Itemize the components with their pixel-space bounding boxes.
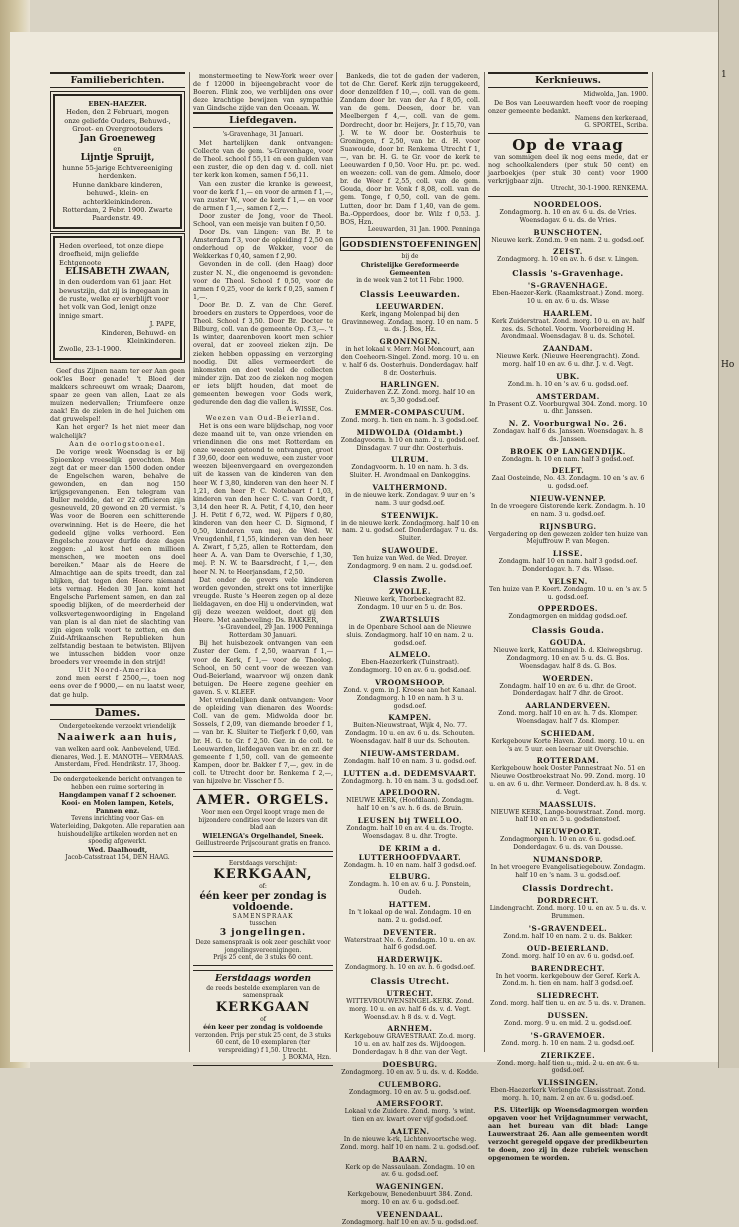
congregation-name: CULEMBORG.	[378, 1079, 442, 1089]
congregation-name: LEUSEN bij TWELLOO.	[357, 816, 463, 826]
congregation-name: ZAANDAM.	[542, 344, 594, 354]
service-times: Lindengracht. Zond. morg. 10 u. en av. 5 u. ds. v. Brummen.	[489, 905, 647, 921]
service-times: Kerkgebouw GRAVESTRAAT. Zo.d. morg. 10 u. en av. half zes ds. Wijdoogen. Donderdagav. h 8 dhr. van der Vegt.	[344, 1033, 476, 1056]
service-times: WITTEVROUWENSINGEL-KERK. Zond. morg. 10 u. en av. half 6 ds. v. d. Vegt. Woensd.av. h 8 ds. v. d. Vegt.	[346, 998, 474, 1021]
classis-heading: Classis Dordrecht.	[522, 883, 614, 894]
congregation-name: MAASSLUIS.	[539, 799, 597, 809]
congregation-name: DEVENTER.	[382, 927, 438, 937]
congregation-name: EMMER-COMPASCUUM.	[354, 407, 466, 417]
service-times: Kerkgebouw Korte Haven. Zond. morg. 10 u. en 's av. 5 uur. een leeraar uit Overschie.	[491, 737, 645, 753]
congregation-name: OUD-BEIERLAND.	[526, 943, 610, 953]
congregation-name: VELSEN.	[548, 576, 588, 586]
congregation-name: ZEIST.	[553, 247, 583, 257]
congregation-name: HARLINGEN.	[380, 380, 440, 390]
service-times: Waterstraat No. 6. Zondagm. 10 u. en av. half 6 godsd.oef.	[344, 936, 476, 952]
service-times: In het voorm. kerkgebouw der Geref. Kerk A. Zond.m. h. tien en nam. half 3 godsd.oef.	[495, 972, 641, 988]
congregation-name: NIEUW-AMSTERDAM.	[360, 748, 460, 758]
service-times: Zondagm. h. 10 en nam. half 3 godsd.oef.	[343, 861, 477, 869]
death-notice: Heden overleed, tot onze diepe droefheid, mijn geliefde Echtgenoote ELISABETH ZWAAN, in den ouderdom van 61 jaar. Het bewustzijn, dat zij is ingegaan in de ruste, welke er overblijft voor het volk van God, lenigt onze innige smart. J. PAPE, Kinderen, Behuwd- en Kleinkinderen. Zwolle, 23-1-1900.	[53, 236, 182, 360]
ladies-heading: Dames.	[50, 704, 185, 720]
congregation-name: AMERSFOORT.	[376, 1099, 444, 1109]
service-times: Eben-Haezerkerk Verlengde Classisstraat. Zond. morg. h. 10, nam. 2 en av. 6 u. godsd.oef.	[490, 1087, 646, 1102]
congregation-name: UBK.	[556, 371, 580, 381]
congregation-name: BAARN.	[392, 1154, 428, 1164]
kerkgaan-advert: Eerstdaags verschijnt: KERKGAAN, of: één keer per zondag is voldoende. SAMENSPRAAK tusschen 3 jongelingen. Deze samenspraak is ook zeer geschikt voor jongelingsvereenigingen. Prijs 25 cent, de 3 stuks 60 cent.	[193, 856, 333, 966]
family-notices-heading: Familieberichten.	[50, 72, 185, 88]
service-times: Zondagmorg. h. 10 en nam. 3 u. godsd.oef.	[341, 777, 479, 785]
congregation-name: OPPERDOES.	[538, 604, 598, 614]
service-times: Nieuwe kerk, Kattensingel b. d. Kleiwegsbrug. Zondagmorg. 10 en av. 5 u. ds. G. Bos. Woensdagav. half 8 ds. G. Bos.	[493, 647, 643, 670]
service-times: Zondagav. half 6 ds. Janssen. Woensdagav. h. 8 ds. Janssen.	[493, 428, 643, 443]
congregation-name: HATTEM.	[388, 900, 432, 910]
congregation-name: LEEUWARDEN.	[375, 301, 445, 311]
service-times: Eben-Haezerkerk (Tuinstraat). Zondagmorg. 10 en av. 6 u. godsd.oef.	[348, 659, 472, 675]
church-news-heading: Kerknieuws.	[488, 72, 648, 88]
poem-text: Geef dus Zijnen naam ter eer Aan geen ook'les Boer genade! 't Bloed der makkers schreeuwt om wraak; Daarom, spaar ze geen van allen, Laat ze als muizen nedervallen; Triumfeere onze zaak! En de zielen in de hel Juichen om dat gruwelspel! Kan het erger? Is het niet meer dan walchelijk? Aan de oorlogstooneel. De vorige week Woensdag is er bij Spioenkop vreeselijk gevochten. Men zegt dat er meer dan 1500 doden onder de Engelschen waren, behalve de gewonden, en dan nog 150 krijgsgevangenen. Een telegram van Buller meldde, dat er 22 officieren zijn gesneuveld, 20 gewond en 20 vermist. 's Was voor de Boeren een schitterende overwinning. Het is de Heere, die het gedeeld gijne volks verhoord. Een Engelsche zouaver durfde deze dagen zeggen: „al kost het een millioen menschen, we moeten ons doel bereiken.” Maar als de Heere de Almachtige aan de spits treedt, dan zal blijken, dat tegen den Heere niemand iets vermag. Heden 30 Jan. komt het Engelsche Parlement samen, en dan zal spoedig blijken, of de meerderheid der volksvertegenwoordiging in Engeland van plan is al dan niet de slachting van zijn eigen volk voort te zetten, en den Zuid-Afrikaanschen Republieken hun zelfstandig bestaan te betwisten. Blijven we intusschen bidden voor onze broeders ver vreemde in den strijd! Uit Noord-Amerika zond men eerst f 2500,—, toen nog eens over de f 9000,— en nu laatst weer, dat ge hulp.	[50, 366, 185, 699]
congregation-name: AARLANDERVEEN.	[525, 701, 611, 711]
service-times: Zond. morg. half 10 en av. h. 7 ds. Klomper. Woensdagav. half 7 ds. Klomper.	[498, 710, 638, 726]
congregation-name: GRONINGEN.	[379, 337, 441, 347]
service-times: In Prasent O.Z. Voorburgwal 304. Zond. morg. 10 u. dhr. Janssen.	[488, 400, 648, 416]
service-times: Zondagmorg. h. 10 en av. h. 6 dsr. v. Lingen.	[497, 256, 639, 264]
congregation-name: DELFT.	[551, 466, 585, 476]
service-times: Zondagm. h. 10 en av. 6 u. J. Ponstein, Oudeh.	[349, 881, 471, 897]
service-times: Zaal Oosteinde, No. 43. Zondagm. 10 en 's av. 6 u. godsd.oef.	[491, 475, 645, 491]
column-church-services: Bankeds, die tot de gaden der vaderen, tot de Chr. Geref. Kerk zijn teruggekeerd, door denzelfden f 10,—, coll. van de gem. Zandam door br. van der Aa f 8,05, coll. van de gem. Deesen, door br. van Meelbergen f 4,—, coll. van de gem. Dordrecht, door br. Heijers, Jr. f 15,70, van J. W. te W. door br. Oosterhuis te Groningen, f 2,50, van br. d. H. voor Suawoude, door br. Renkema Utrecht f 1,—, van br. H. G. te Gr. voor de kerk te Leeuwarden f 0,50. Voor Hu. pr. pc. wed. en weezen: coll. van de gem. Almelo, door br. de Weer f 2,55, coll. van de gem. Gouda, door br. Vonk f 8,08, coll. van de gem. Tonge, f 0,50, coll. van de gem. Lutten, door br. Dam f 1,40, van de gem. Ba.-Opperdoes, door br. Wilz f 0,53. J. BOS, Hzn. Leeuwarden, 31 Jan. 1900. Penninga GODSDIENSTOEFENINGEN bij de Christelijke Gereformeerde Gemeenten in de week van 2 tot 11 Febr. 1900. Classis Leeuwarden. LEEUWARDEN. Kerk, ingang Molenpad bij den Gravinneweg. Zondag. morg. 10 en nam. 5 u. ds. J. Bos, Hz. GRONINGEN. in het lokaal v. Merr. Mol Moncourt, aan den Coeheorn-Singel. Zond. morg. 10 u. en v. half 6 ds. Oosterhuis. Donderdagav. half 8 dr. Oosterhuis. HARLINGEN. Zuiderhaven Z.Z. Zond. morg. half 10 en av. 5,30 godsd.oef. EMMER-COMPASCUUM. Zond. morg. h. tien en nam. h. 3 godsd.oef. MIDWOLDA (Oldambt.) Zondagvoorm. h 10 en nam. 2 u. godsd.oef. Dinsdagav. 7 uur dhr. Oosterhuis. ULRUM. Zondagvoorm. h. 10 en nam. h. 3 ds. Sluiter. H. Avondmaal en Dankoggins. VALTHERMOND. in de nieuwe kerk. Zondagav. 9 uur en 's nam. 3 uur godsd.oef. STEENWIJK. in de nieuwe kerk. Zondagmorg. half 10 en nam. 2 u. godsd.oef. Donderdagav. 7 u. ds. Sluiter. SUAWOUDE. Ten huize van Wed. de Wed. Dreyer. Zondagmorg. 9 en nam. 2 u. godsd.oef. Classis Zwolle. ZWOLLE. Nieuwe kerk, Thorbeckegracht 82. Zondagm. 10 uur en 5 u. dr. Bos. ZWARTSLUIS in de Openbare School aan de Nieuwe sluis. Zondagmorg. half 10 en nam. 2 u. godsd.oef. ALMELO. Eben-Haezerkerk (Tuinstraat). Zondagmorg. 10 en av. 6 u. godsd.oef. VROOMSHOOP. Zond. v. gem. in J. Kroese aan het Kanaal. Zondagmorg. h 10 en nam. h 3 u. godsd.oef. KAMPEN. Buiten-Nieuwstraat, Wijk 4, No. 77. Zondagm. 10 u. en av. 6 u. ds. Schouten. Woensdagav. half 8 uur ds. Schouten. NIEUW-AMSTERDAM. Zondagm. half 10 en nam. 3 u. godsd.oef. LUTTEN a.d. DEDEMSVAART. Zondagmorg. h. 10 en nam. 3 u. godsd.oef. APELDOORN. NIEUWE KERK, (Hoofdlaan). Zondagm. half 10 en 's av. h. 6 ds. de Bruin. LEUSEN bij TWELLOO. Zondagm. half 10 en av. 4 u. ds. Trogte. Woensdagav. 8 u. dhr. Trogte. DE KRIM a d. LUTTERHOOFDVAART. Zondagm. h. 10 en nam. half 3 godsd.oef. ELBURG. Zondagm. h. 10 en av. 6 u. J. Ponstein, Oudeh. HATTEM. In 't lokaal op de wal. Zondagm. 10 en nam. 2 u. godsd.oef. DEVENTER. Waterstraat No. 6. Zondagm. 10 u. en av. half 6 godsd.oef. HARDERWIJK. Zondagmorg. h. 10 en av. h. 6 godsd.oef. Classis Utrecht. UTRECHT. WITTEVROUWENSINGEL-KERK. Zond. morg. 10 u. en av. half 6 ds. v. d. Vegt. Woensd.av. h 8 ds. v. d. Vegt. ARNHEM. Kerkgebouw GRAVESTRAAT. Zo.d. morg. 10 u. en av. half zes ds. Wijdoogen. Donderdagav. h 8 dhr. van der Vegt. DOESBURG. Zondagmorg. 10 en av. 5 u. ds. v. d. Kodde. CULEMBORG. Zondagmorg. 10 en av. 5 u. godsd.oef. AMERSFOORT. Lokaal v.de Zuidere. Zond. morg. 's wint. tien en av. kwart over vijf godsd.oef. AALTEN. In de nieuwe k-rk, Lichtenvoortsche weg. Zond. morg. half 10 en nam. 2 u. godsd.oef. BAARN. Kerk op de Nassaulaan. Zondagm. 10 en av. 6 u. godsd.oef. WAGENINGEN. Kerkgebouw, Benedenbuurt 384. Zond. morg. 10 en av. 6 u. godsd.oef. VEENENDAAL. Zondagmorg. half 10 en av. 5 u. godsd.oef.	[340, 72, 480, 1226]
congregation-name: BUNSCHOTEN.	[533, 227, 603, 237]
congregation-name: ARNHEM.	[387, 1024, 433, 1034]
service-times: Zondagm. half 10 en nam. 3 u. godsd.oef.	[343, 757, 477, 765]
congregation-name: ZWARTSLUIS	[379, 615, 441, 625]
service-times: Zond. morg. h. 10 en nam. 2 u. godsd.oef.	[501, 1039, 635, 1047]
column-family-notices: Familieberichten. EBEN-HAEZER. Heden, den 2 Februari, mogen onze geliefde Ouders, Behuwd-, Groot- en Overgrootouders Jan Groeneweg en Lijntje Spruijt, hunne 55-jarige Echtvereeniging herdenken. Hunne dankbare kinderen, behuwd-, klein- en achterkleinkinderen. Rotterdam, 2 Febr. 1900. Zwarte Paardenstr. 49. Heden overleed, tot onze diepe droefheid, mijn geliefde Echtgenoote ELISABETH ZWAAN, in den ouderdom van 61 jaar. Het bewustzijn, dat zij is ingegaan in de ruste, welke er overblijft voor het volk van God, lenigt onze innige smart. J. PAPE, Kinderen, Behuwd- en Kleinkinderen. Zwolle, 23-1-1900. Geef dus Zijnen naam ter eer Aan geen ook'les Boer genade! 't Bloed der makkers schreeuwt om wraak; Daarom, spaar ze geen van allen, Laat ze als muizen nedervallen; Triumfeere onze zaak! En de zielen in de hel Juichen om dat gruwelspel! Kan het erger? Is het niet meer dan walchelijk? Aan de oorlogstooneel. De vorige week Woensdag is er bij Spioenkop vreeselijk gevochten. Men zegt dat er meer dan 1500 doden onder de Engelschen waren, behalve de gewonden, en dan nog 150 krijgsgevangenen. Een telegram van Buller meldde, dat er 22 officieren zijn gesneuveld, 20 gewond en 20 vermist. 's Was voor de Boeren een schitterende overwinning. Het is de Heere, die het gedeeld gijne volks verhoord. Een Engelsche zouaver durfde deze dagen zeggen: „al kost het een millioen menschen, we moeten ons doel bereiken.” Maar als de Heere de Almachtige aan de spits treedt, dan zal blijken, dat tegen den Heere niemand iets vermag. Heden 30 Jan. komt het Engelsche Parlement samen, en dan zal spoedig blijken, of de meerderheid der volksvertegenwoordiging in Engeland van plan is al dan niet de slachting van zijn eigen volk voort te zetten, en den Zuid-Afrikaanschen Republieken hun zelfstandig bestaan te betwisten. Blijven we intusschen bidden voor onze broeders ver vreemde in den strijd! Uit Noord-Amerika zond men eerst f 2500,—, toen nog eens over de f 9000,— en nu laatst weer, dat ge hulp. Dames. Ondergeteekende verzoekt vriendelijk Naaiwerk aan huis, van welken aard ook. Aanbevelend, UEd. dienares, Wed. J. E. MANOTH— VERMAAS. Amsterdam, Fred. Hendrikstr. 17, 3hoog. De ondergeteekende bericht ontvangen te hebben een ruime sortering in Hangdampen vanaf f 2 schoener. Kooi- en Molen lampen, Ketels, Pannen enz. Tevens inrichting voor Gas- en Waterleiding, Dakgoten. Alle reparatien aan huishoudelijke artikelen worden net en spoedig afgewerkt. Wed. Daalhoudt, Jacob-Catsstraat 154, DEN HAAG.	[50, 72, 185, 1052]
classis-heading: Classis Zwolle.	[373, 574, 447, 585]
service-times: NIEUWE KERK, (Hoofdlaan). Zondagm. half 10 en 's av. h. 6 ds. de Bruin.	[346, 797, 474, 813]
congregation-name: NOORDELOOS.	[533, 199, 603, 209]
congregation-name: ZIERIKZEE.	[540, 1050, 596, 1060]
service-times: Zondagm. half 10 en av. 4 u. ds. Trogte. Woensdagav. 8 u. dhr. Trogte.	[346, 825, 474, 840]
congregation-name: ZWOLLE.	[389, 587, 431, 597]
service-times: Ten huize van Wed. de Wed. Dreyer. Zondagmorg. 9 en nam. 2 u. godsd.oef.	[347, 554, 473, 570]
congregation-name: LISSE.	[552, 549, 584, 559]
service-times: Zond. morg. half tien u., mid. 2 u. en av. 6 u. godsd.oef.	[496, 1059, 640, 1075]
service-times: Zondagvoorm. h 10 en nam. 2 u. godsd.oef. Dinsdagav. 7 uur dhr. Oosterhuis.	[340, 436, 480, 452]
congregation-name: RIJNSBURG.	[539, 521, 597, 531]
congregation-name: VLISSINGEN.	[537, 1078, 599, 1088]
services-heading: GODSDIENSTOEFENINGEN	[340, 237, 480, 251]
congregation-name: WAGENINGEN.	[375, 1182, 445, 1192]
congregation-name: APELDOORN.	[379, 788, 441, 798]
service-times: Kerkgebouw, Benedenbuurt 384. Zond. morg. 10 en av. 6 u. godsd.oef.	[347, 1191, 473, 1206]
congregation-name: VROOMSHOOP.	[375, 678, 445, 688]
congregation-name: AMSTERDAM.	[536, 391, 600, 401]
service-times: Zondagmorgen h. 10 en av. 6 u. godsd.oef. Donderdagav. 6 u. ds. van Dousse.	[500, 836, 636, 851]
congregation-name: WOERDEN.	[542, 673, 594, 683]
service-times: Zondagm. h. 10 en nam. half 3 godsd.oef.	[501, 455, 635, 463]
congregation-name: BROEK OP LANGENDIJK.	[510, 446, 626, 456]
column-charity: monstermeeting te New-York weer over de f 12000 in bijeengebracht voor de Boeren. Flink zoo, we verblijden ons over deze krachtige bewijzen van sympathie van Gindsche zijde van den Oceaan. W. Liefdegaven. 's-Gravenhage, 31 Januari. Met hartelijken dank ontvangen: Collecte van de gem. 's-Gravenhage, voor de Theol. school f 55,11 en een gulden van een zuster, die op den dag v. d. coll. niet ter kerk kon komen, samen f 56,11. Van een zuster die kranke is geweest, voor de kerk f 1,— en voor de armen f 1,—, van zuster W., voor de kerk f 1,— en voor de armen f 1,—, samen f 2,—. Door zuster de Jong, voor de Theol. School, van een meisje van buiten f 0,50. Door Ds. van Lingen: van Br. P. te Amsterdam f 3, voor de opleiding f 2,50 en onderhoud op de Wekker, voor de Wekkerkas f 0,40, samen f 2,90. Gevonden in de coll. (den Haag) door zuster N. N., die ongenoemd is gevonden: voor de Theol. School f 0,50, voor de armen f 0,25, voor de kerk f 0,25, samen f 1,—. Door Br. D. Z. van de Chr. Geref. broeders en zusters te Opperdoes, voor de Theol. School f 3,50. Door Br. Docter te Bilburg, coll. van de gemeente Op. f 3,—. 't Is winter, daarenboven koort men schier overal, dat er zooveel zieken zijn. De zieken hebben oppassing en verzorging noodig. Dit alles vermeerdert de inkomsten en doet veelal de collecten minder zijn. Dat zoo de zieken nog mogen er iets blijft houden, dat moet de gemeenten bewegen voor Gods werk, gedurende den dag die vallen is. A. WISSE, Cos. Weezen van Oud-Beierland. Het is ons een ware blijdschap, nog voor deze maand uit te, van onze vrienden en vriendinnen die ons met Rotterdam en onze weezen getoond te ontvangen, groot f 39,60, door een weduwe, een zuster voor weezen bijeenvergaard en overgezonden uit de kassen van de kinderen van den heer W. f 3,80, kinderen van den heer N. f 1,21, den heer P. C. Notebaart f 1,03, kinderen van den heer C. C. van Oordt, f 3,14 den heer R. A. Petit, f 4,10, den heer J. H. Petit f 6,72, wed. W. Pijpers f 0,80, kinderen van den heer C. D. Sigmond, f 0,50, kinderen van mej. de Wed. W. Vreugdenhil, f 1,55, kinderen van den heer A. Zwart, f 5,25, allen te Rotterdam, den heer A. A. van Dam te Overschie, f 1,30, mej. P. N. W. te Baarsdrecht, f 1,—, den heer N. N. te Heerjansdam, f 2,50. Dat onder de gevers vele kinderen worden gevonden, strekt ons tot innerlijke vreugde. Ruste 's Heeren zegen op al deze lieldagaven, en doe Hij u ondervinden, wat gij deze weezen weldoet, doet gij den Heere. Met aanbeveling: Ds. BAKKER, 's-Gravendeel, 29 Jan. 1900 Penninga Rotterdam 30 Januari. Bij het huisbezoek ontvangen van een Zuster der Gem. f 2,50, waarvan f 1,— voor de Kerk, f 1,— voor de Theolog. School, en 50 cent voor de weezen van Oud-Beierland, waarvoor wij onzen dank betuigen. De Heere zegene geehier en gaven. S. v. KLEEF. Met vriendelijken dank ontvangen: Voor de opleiding van dienaren des Woords: Coll. van de gem. Midwolda door br. Sossels, f 2,09, van diemande broeder f 1,— van br. K. Sluiter te Tiefjerk f 0,60, van br. H. G. te Gr. f 2,50. Ger. in de coll. te Leeuwarden, liefdegaven van br. en zr. der gemeente f 1,50, coll. van de gemeente Kampen, door br. Bakker f 7,—, gev. in de coll. te Utrecht door br. Renkema f 2,—, van hijzelve br. Visscher f 5. AMER. ORGELS. Voor men een Orgel koopt vrage men de bijzondere condities voor de lezers van dit blad aan WIELENGA's Orgelhandel, Sneek. Geillustreerde Prijscourant gratis en franco. Eerstdaags verschijnt: KERKGAAN, of: één keer per zondag is voldoende. SAMENSPRAAK tusschen 3 jongelingen. Deze samenspraak is ook zeer geschikt voor jongelingsvereenigingen. Prijs 25 cent, de 3 stuks 60 cent. Eerstdaags worden de reeds bestelde exemplaren van de samenspraak KERKGAAN of één keer per zondag is voldoende verzonden. Prijs per stuk 25 cent, de 3 stuks 60 cent, de 10 exemplaren (ter verspreiding) f 1,50. Utrecht. J. BOKMA, Hzn.	[193, 72, 333, 1052]
congregation-name: DOESBURG.	[382, 1059, 438, 1069]
organ-advert: AMER. ORGELS. Voor men een Orgel koopt vrage men de bijzondere condities voor de lezers van dit blad aan WIELENGA's Orgelhandel, Sneek. Geillustreerde Prijscourant gratis en franco.	[193, 789, 333, 851]
congregation-name: DORDRECHT.	[537, 896, 599, 906]
congregation-name: ELBURG.	[389, 872, 431, 882]
service-times: In de nieuwe k-rk, Lichtenvoortsche weg. Zond. morg. half 10 en nam. 2 u. godsd.oef.	[340, 1135, 480, 1151]
column-church-news: Kerknieuws. Midwolda, Jan. 1900. De Bos van Leeuwarden heeft voor de roeping onzer gemeente bedankt. Namens den kerkeraad, G. SPORTEL, Scriba. Op de vraag van sommigen deel ik nog eens mede, dat er nog schoolkalenders (per stuk 50 cent) en jaarboekjes (per stuk 30 cent) voor 1900 verkrijgbaar zijn. Utrecht, 30-1-1900. RENKEMA. NOORDELOOS. Zondagmorg. h. 10 en av. 6 u. ds. de Vries. Woensdagav. 6 u. ds. de Vries. BUNSCHOTEN. Nieuwe kerk. Zond.m. 9 en nam. 2 u. godsd.oef. ZEIST. Zondagmorg. h. 10 en av. h. 6 dsr. v. Lingen. Classis 's-Gravenhage. 'S-GRAVENHAGE. Eben-Haezer-Kerk. (Raamkstraat.) Zond. morg. 10 u. en av. 6 u. ds. Wisse HAARLEM. Kerk Zuiderstraat. Zond. morg. 10 u. en av. half zes. ds. Schotel. Voorm. Voorbereiding H. Avondmaal. Woensdagav. 8 u. ds. Schotel. ZAANDAM. Nieuwe Kerk. (Nieuwe Heerengracht). Zond. morg. half 10 en av. 6 u. dhr. J. v. d. Vegt. UBK. Zond.m. h. 10 en 's av. 6 u. godsd.oef. AMSTERDAM. In Prasent O.Z. Voorburgwal 304. Zond. morg. 10 u. dhr. Janssen. N. Z. Voorburgwal No. 26. Zondagav. half 6 ds. Janssen. Woensdagav. h. 8 ds. Janssen. BROEK OP LANGENDIJK. Zondagm. h. 10 en nam. half 3 godsd.oef. DELFT. Zaal Oosteinde, No. 43. Zondagm. 10 en 's av. 6 u. godsd.oef. NIEUW-VENNEP. In de vroegere Gistorende kerk. Zondagm. h. 10 en nam. 3 u. godsd.oef. RIJNSBURG. Vergadering op den gewezen zolder ten huize van Mejuffrouw P. van Megen. LISSE. Zondagm. half 10 en nam. half 3 godsd.oef. Donderdagav. h. 7 ds. Wisse. VELSEN. Ten huize van P. Koert. Zondagm. 10 u. en 's av. 5 u. godsd.oef. OPPERDOES. Zondagmorgen en middag godsd.oef. Classis Gouda. GOUDA. Nieuwe kerk, Kattensingel b. d. Kleiwegsbrug. Zondagmorg. 10 en av. 5 u. ds. G. Bos. Woensdagav. half 8 ds. G. Bos. WOERDEN. Zondagm. half 10 en av. 6 u. dhr. de Groot. Donderdagav. half 7 dhr. de Groot. AARLANDERVEEN. Zond. morg. half 10 en av. h. 7 ds. Klomper. Woensdagav. half 7 ds. Klomper. SCHIEDAM. Kerkgebouw Korte Haven. Zond. morg. 10 u. en 's av. 5 uur. een leeraar uit Overschie. ROTTERDAM. Kerkgebouw hoek Ooster Pannestraat No. 51 en Nieuwe Oostbroekstraat No. 99. Zond. morg. 10 u. en av. 6 u. dhr. Vermeer. Donderd.av. h. 8 ds. v. d. Vegt. MAASSLUIS. NIEUWE KERK, Lange-bouwstraat. Zond. morg. half 10 en av. 5 u. godsdienstoef. NIEUWPOORT. Zondagmorgen h. 10 en av. 6 u. godsd.oef. Donderdagav. 6 u. ds. van Dousse. NUMANSDORP. In het vroegere Evangelisatiegebouw. Zondagm. half 10 en 's nam. 3 u. godsd.oef. Classis Dordrecht. DORDRECHT. Lindengracht. Zond. morg. 10 u. en av. 5 u. ds. v. Brummen. 'S-GRAVENDEEL. Zond.m. half 10 en nam. 2 u. ds. Bakker. OUD-BEIERLAND. Zond. morg. half 10 en av. 6 u. godsd.oef. BARENDRECHT. In het voorm. kerkgebouw der Geref. Kerk A. Zond.m. h. tien en nam. half 3 godsd.oef. SLIEDRECHT. Zond. morg. half tien u. en av. 5 u. ds. v. Dranen. DUSSEN. Zond. morg. 9 u. en mid. 2 u. godsd.oef. 'S-GRAVEMOER. Zond. morg. h. 10 en nam. 2 u. godsd.oef. ZIERIKZEE. Zond. morg. half tien u., mid. 2 u. en av. 6 u. godsd.oef. VLISSINGEN. Eben-Haezerkerk Verlengde Classisstraat. Zond. morg. h. 10, nam. 2 en av. 6 u. godsd.oef. P.S. Uiterlijk op Woensdagmorgen worden opgaven voor het Vrijdagnummer verwacht, aan het bureau van dit blad: Lange Lauwerstraat 26. Aan alle gemeenten wordt verzocht geregeld opgave der predikbeurten te doen, zoo zij in deze rubriek wenschen opgenomen te worden.	[488, 72, 648, 1052]
service-times: Zondagmorg. 10 en av. 5 u. ds. v. d. Kodde.	[341, 1068, 479, 1076]
service-times: Zond. morg. 9 u. en mid. 2 u. godsd.oef.	[504, 1019, 632, 1027]
congregation-name: ALMELO.	[389, 650, 431, 660]
service-times: in de nieuwe kerk. Zondagav. 9 uur en 's nam. 3 uur godsd.oef.	[345, 491, 475, 507]
service-times: Zondagm. half 10 en av. 6 u. dhr. de Groot. Donderdagav. half 7 dhr. de Groot.	[499, 682, 637, 698]
congregation-name: SLIEDRECHT.	[536, 991, 600, 1001]
service-times: Zuiderhaven Z.Z. Zond. morg. half 10 en av. 5,30 godsd.oef.	[345, 389, 475, 405]
service-times: in het lokaal v. Merr. Mol Moncourt, aan den Coeheorn-Singel. Zond. morg. 10 u. en v. half 6 ds. Oosterhuis. Donderdagav. half 8 dr. Oosterhuis.	[341, 346, 479, 377]
column-rule	[189, 72, 190, 1052]
service-times: in de nieuwe kerk. Zondagmorg. half 10 en nam. 2 u. godsd.oef. Donderdagav. 7 u. ds. Sluiter.	[341, 519, 479, 543]
congregation-name: NIEUWPOORT.	[534, 827, 602, 837]
charity-heading: Liefdegaven.	[193, 112, 333, 128]
service-times: In de vroegere Gistorende kerk. Zondagm. h. 10 en nam. 3 u. godsd.oef.	[490, 503, 646, 518]
service-times: Zondagmorgen en middag godsd.oef.	[508, 613, 628, 621]
service-times: Zond.m. h. 10 en 's av. 6 u. godsd.oef.	[507, 380, 629, 388]
congregation-name: VALTHERMOND.	[372, 482, 448, 492]
service-times: Nieuwe Kerk. (Nieuwe Heerengracht). Zond. morg. half 10 en av. 6 u. dhr. J. v. d. Vegt.	[496, 353, 640, 368]
congregation-name: NIEUW-VENNEP.	[529, 494, 606, 504]
service-times: Zond. morg. h. tien en nam. h. 3 godsd.oef.	[341, 416, 479, 424]
congregation-name: STEENWIJK.	[381, 510, 439, 520]
service-times: Zondagmorg. half 10 en av. 5 u. godsd.oef.	[341, 1218, 479, 1226]
service-times: Zondagmorg. 10 en av. 5 u. godsd.oef.	[348, 1088, 472, 1096]
congregation-name: SUAWOUDE.	[381, 545, 439, 555]
service-times: Kerkgebouw hoek Ooster Pannestraat No. 51 en Nieuwe Oostbroekstraat No. 99. Zond. morg. 10 u. en av. 6 u. dhr. Vermeer. Donderd.av. h. 8 ds. v. d. Vegt.	[489, 765, 647, 796]
congregation-name: DE KRIM a d. LUTTERHOOFDVAART.	[358, 843, 462, 862]
marriage-notice: EBEN-HAEZER. Heden, den 2 Februari, mogen onze geliefde Ouders, Behuwd-, Groot- en Overgrootouders Jan Groeneweg en Lijntje Spruijt, hunne 55-jarige Echtvereeniging herdenken. Hunne dankbare kinderen, behuwd-, klein- en achterkleinkinderen. Rotterdam, 2 Febr. 1900. Zwarte Paardenstr. 49.	[53, 94, 182, 229]
column-rule	[336, 72, 337, 1052]
eerstdaags-advert: Eerstdaags worden de reeds bestelde exemplaren van de samenspraak KERKGAAN of één keer per zondag is voldoende verzonden. Prijs per stuk 25 cent, de 3 stuks 60 cent, de 10 exemplaren (ter verspreiding) f 1,50. Utrecht. J. BOKMA, Hzn.	[193, 970, 333, 1066]
newspaper-page	[10, 32, 726, 1226]
congregation-name: NUMANSDORP.	[533, 854, 603, 864]
classis-heading: Classis 's-Gravenhage.	[512, 268, 624, 279]
service-times: Zond. morg. half 10 en av. 6 u. godsd.oef.	[501, 952, 635, 960]
service-times: Zondagvoorm. h. 10 en nam. h. 3 ds. Sluiter. H. Avondmaal en Dankoggins.	[349, 464, 471, 480]
congregation-name: VEENENDAAL.	[376, 1209, 444, 1219]
service-times: NIEUWE KERK, Lange-bouwstraat. Zond. morg. half 10 en av. 5 u. godsdienstoef.	[490, 808, 646, 824]
service-times: Zondagmorg. h. 10 en av. 6 u. ds. de Vries. Woensdagav. 6 u. ds. de Vries.	[499, 208, 637, 224]
service-times: In het vroegere Evangelisatiegebouw. Zondagm. half 10 en 's nam. 3 u. godsd.oef.	[490, 863, 646, 879]
service-times: Kerk, ingang Molenpad bij den Gravinneweg. Zondag. morg. 10 en nam. 5 u. ds. J. Bos, Hz.	[341, 310, 479, 334]
service-times: Zond. v. gem. in J. Kroese aan het Kanaal. Zondagmorg. h 10 en nam. h 3 u. godsd.oef.	[343, 687, 477, 710]
service-times: Zondagm. half 10 en nam. half 3 godsd.oef. Donderdagav. h. 7 ds. Wisse.	[498, 558, 638, 574]
service-times: Zond. morg. half tien u. en av. 5 u. ds. v. Dranen.	[490, 1000, 646, 1008]
congregation-name: ULRUM.	[391, 455, 429, 465]
service-times: Zond.m. half 10 en nam. 2 u. ds. Bakker.	[503, 932, 633, 940]
service-times: Kerk Zuiderstraat. Zond. morg. 10 u. en av. half zes. ds. Schotel. Voorm. Voorbereiding H. Avondmaal. Woensdagav. 8 u. ds. Schotel.	[491, 317, 645, 341]
service-times: Nieuwe kerk, Thorbeckegracht 82. Zondagm. 10 uur en 5 u. dr. Bos.	[354, 596, 466, 612]
adjacent-page-edge: 1 Ho	[718, 0, 739, 1068]
service-times: Vergadering op den gewezen zolder ten huize van Mejuffrouw P. van Megen.	[488, 530, 648, 546]
congregation-name: KAMPEN.	[388, 713, 432, 723]
congregation-name: HARDERWIJK.	[376, 955, 444, 965]
service-times: Ten huize van P. Koert. Zondagm. 10 u. en 's av. 5 u. godsd.oef.	[489, 585, 647, 601]
op-de-kraag-title: Op de vraag	[512, 135, 624, 154]
congregation-name: BARENDRECHT.	[531, 963, 605, 973]
service-times: Buiten-Nieuwstraat, Wijk 4, No. 77. Zondagm. 10 u. en av. 6 u. ds. Schouten. Woensdagav. half 8 uur ds. Schouten.	[345, 722, 475, 746]
service-times: Nieuwe kerk. Zond.m. 9 en nam. 2 u. godsd.oef.	[491, 236, 645, 244]
congregation-name: LUTTEN a.d. DEDEMSVAART.	[343, 768, 477, 778]
service-times: In 't lokaal op de wal. Zondagm. 10 en nam. 2 u. godsd.oef.	[348, 909, 472, 924]
congregation-name: MIDWOLDA (Oldambt.)	[356, 427, 464, 437]
service-times: Zondagmorg. h. 10 en av. h. 6 godsd.oef.	[344, 964, 476, 972]
congregation-name: DUSSEN.	[547, 1010, 589, 1020]
service-times: in de Openbare School aan de Nieuwe sluis. Zondagmorg. half 10 en nam. 2 u. godsd.oef.	[346, 624, 474, 647]
congregation-name: AALTEN.	[390, 1126, 430, 1136]
congregation-name: UTRECHT.	[386, 989, 434, 998]
column-rule	[652, 72, 653, 1052]
classis-heading: Classis Gouda.	[531, 625, 605, 636]
congregation-name: ROTTERDAM.	[536, 756, 600, 766]
congregation-name: GOUDA.	[549, 638, 587, 648]
service-times: Eben-Haezer-Kerk. (Raamkstraat.) Zond. morg. 10 u. en av. 6 u. ds. Wisse	[492, 290, 644, 305]
classis-heading: Classis Utrecht.	[370, 976, 450, 986]
congregation-name: 'S-GRAVENDEEL.	[528, 923, 608, 933]
service-times: Kerk op de Nassaulaan. Zondagm. 10 en av. 6 u. godsd.oef.	[345, 1163, 475, 1179]
congregation-name: HAARLEM.	[543, 308, 593, 318]
column-rule	[484, 72, 485, 1052]
service-times: Lokaal v.de Zuidere. Zond. morg. 's wint. tien en av. kwart over vijf godsd.oef.	[344, 1108, 476, 1124]
congregation-name: 'S-GRAVEMOER.	[530, 1030, 606, 1040]
congregation-name: SCHIEDAM.	[540, 728, 596, 738]
congregation-name: N. Z. Voorburgwal No. 26.	[508, 419, 628, 429]
congregation-name: 'S-GRAVENHAGE.	[527, 281, 609, 291]
